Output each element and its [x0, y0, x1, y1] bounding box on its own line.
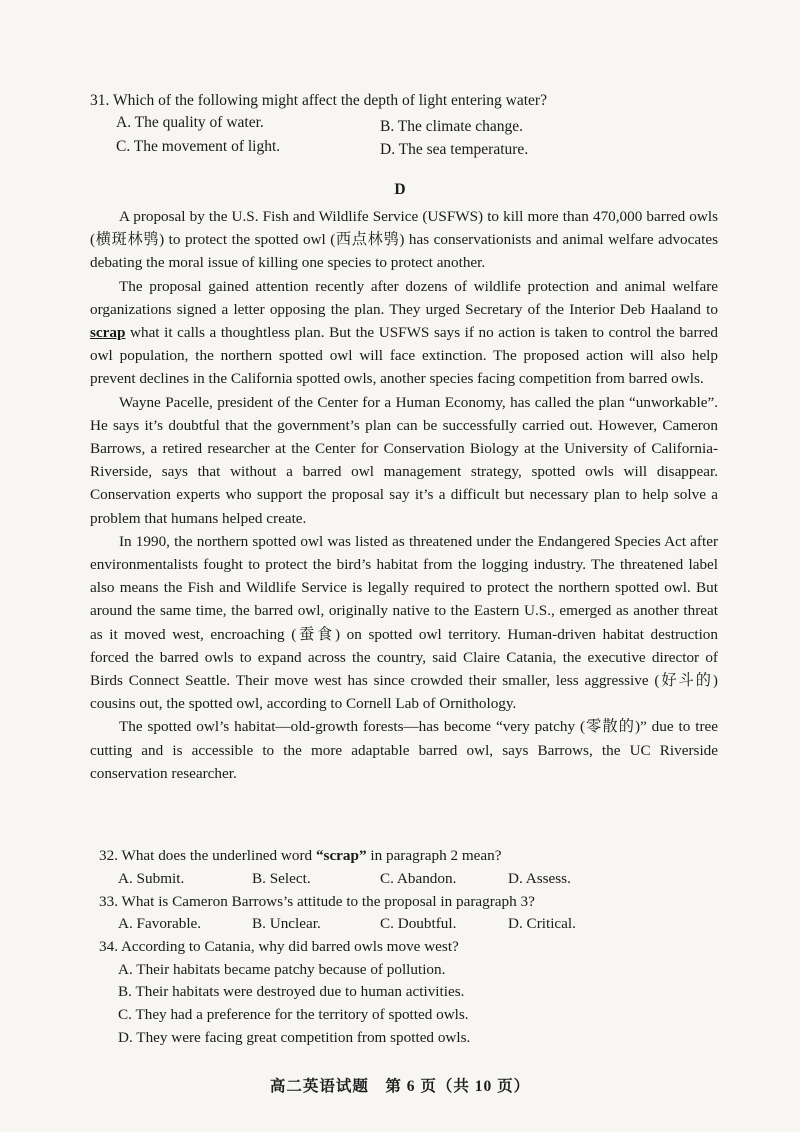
question-31 [90, 90, 730, 160]
underlined-word-scrap: scrap [90, 324, 126, 342]
question-33-stem: 33. What is Cameron Barrows’s attitude to the proposal in paragraph 3? [99, 892, 535, 910]
question-32-options [118, 868, 719, 891]
question-33 [99, 891, 719, 937]
paragraph-1: A proposal by the U.S. Fish and Wildlife Service (USFWS) to kill more than 470,000 barred owls (横斑林鸮) to protect the spotted owl (西点林鸮) has conservationists and animal welfare advocates debating the moral issue of killing one species to protect another. [90, 208, 718, 272]
questions-block [99, 845, 719, 1049]
question-31-options [90, 112, 730, 160]
paragraph-3: Wayne Pacelle, president of the Center for a Human Economy, has called the plan “unworkable”. He says it’s doubtful that the government’s plan can be successfully carried out. However, Cameron Barrows, a retired researcher at the Center for Conservation Biology at the University of California-Riverside, says that without a barred owl management strategy, spotted owls will disappear. Conservation experts who support the proposal say it’s a difficult but necessary plan to help solve a problem that humans helped create. [90, 393, 718, 527]
question-32 [99, 845, 719, 891]
question-32-stem-part-2: in paragraph 2 mean? [366, 847, 502, 864]
option-33-c: C. Doubtful. [380, 915, 457, 933]
option-34-b: B. Their habitats were destroyed due to human activities. [118, 983, 465, 1001]
question-31-stem: 31. Which of the following might affect the depth of light entering water? [90, 92, 547, 109]
paragraph-4: In 1990, the northern spotted owl was listed as threatened under the Endangered Species Act after environmentalists fought to protect the bird’s habitat from the logging industry. The threatened label also means the Fish and Wildlife Service is legally required to protect the northern spotted owl. But around the same time, the barred owl, originally native to the Eastern U.S., emerged as another threat as it moved west, encroaching (蚕食) on spotted owl territory. Human-driven habitat destruction forced the barred owls to expand across the country, said Claire Catania, the executive director of Birds Connect Seattle. Their move west has since crowded their smaller, less aggressive (好斗的) cousins out, the spotted owl, according to Cornell Lab of Ornithology. [90, 532, 718, 713]
question-32-keyword: “scrap” [315, 847, 367, 864]
option-34-d: D. They were facing great competition from spotted owls. [118, 1028, 471, 1046]
option-31-c: C. The movement of light. [116, 138, 281, 155]
option-33-a: A. Favorable. [118, 915, 202, 933]
section-heading: D [394, 181, 406, 198]
paragraph-2-part-1: The proposal gained attention recently after dozens of wildlife protection and animal welfare organizations signed a letter opposing the plan. They urged Secretary of the Interior Deb Haaland to [90, 277, 718, 318]
option-31-d: D. The sea temperature. [380, 141, 529, 158]
question-32-stem [99, 845, 719, 868]
page-footer: 高二英语试题 第 6 页（共 10 页） [269, 1078, 531, 1095]
question-33-options [118, 913, 719, 936]
paragraph-5: The spotted owl’s habitat—old-growth forests—has become “very patchy (零散的)” due to tree cutting and is accessible to the more adaptable barred owl, says Barrows, the UC Riverside conservation researcher. [90, 718, 718, 782]
option-32-a: A. Submit. [118, 869, 185, 887]
question-32-stem-part-1: 32. What does the underlined word [99, 847, 316, 864]
option-34-a: A. Their habitats became patchy because of pollution. [118, 960, 446, 978]
option-32-d: D. Assess. [508, 869, 571, 887]
option-33-b: B. Unclear. [252, 915, 321, 933]
option-32-c: C. Abandon. [380, 869, 457, 887]
option-31-a: A. The quality of water. [116, 114, 264, 131]
option-34-c: C. They had a preference for the territory of spotted owls. [118, 1005, 469, 1023]
reading-passage [90, 205, 718, 785]
option-32-b: B. Select. [252, 869, 311, 887]
paragraph-2-part-2: what it calls a thoughtless plan. But the USFWS says if no action is taken to control the barred owl population, the northern spotted owl will face extinction. The proposed action will also help prevent declines in the California spotted owls, another species facing competition from barred owls. [90, 324, 718, 388]
question-34 [99, 936, 719, 1049]
option-31-b: B. The climate change. [380, 118, 524, 135]
option-33-d: D. Critical. [508, 915, 576, 933]
question-34-stem: 34. According to Catania, why did barred owls move west? [99, 938, 459, 956]
paragraph-2 [90, 275, 718, 391]
